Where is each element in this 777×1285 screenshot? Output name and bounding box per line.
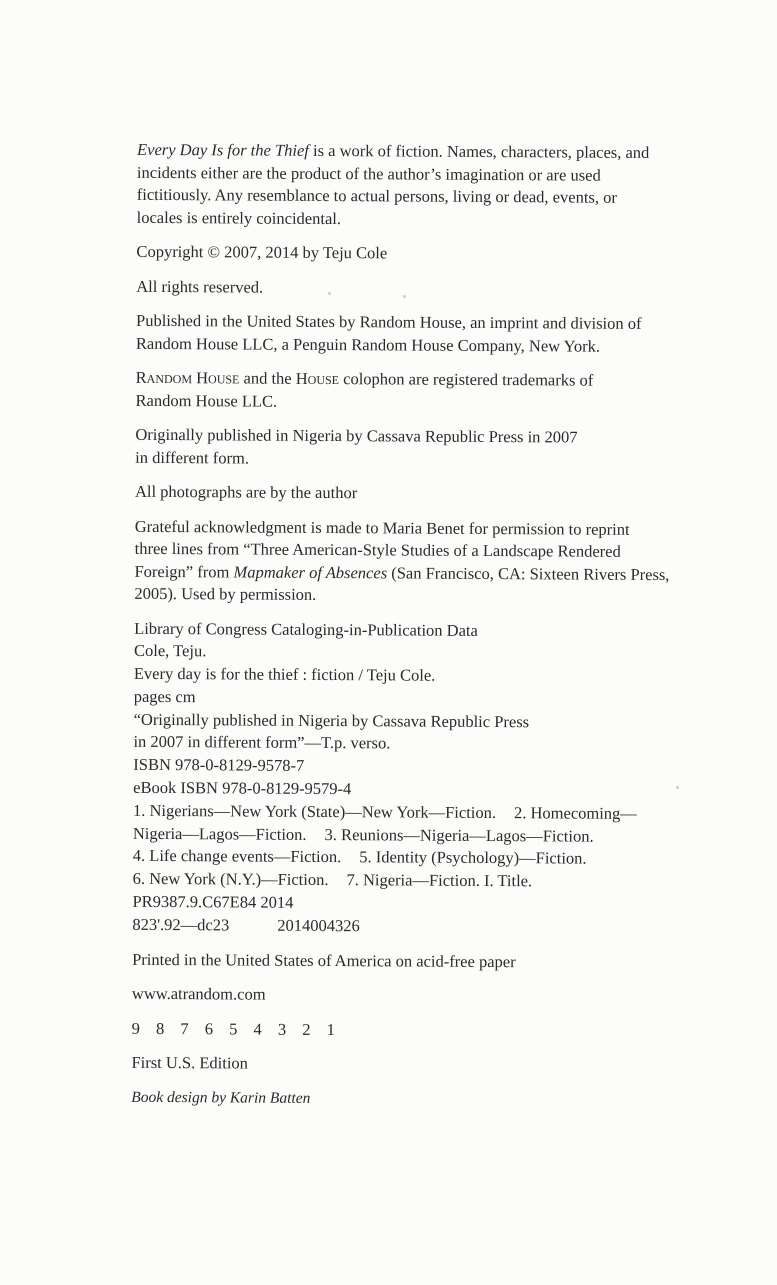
cip-subject-line: Nigeria—Lagos—Fiction. 3. Reunions—Nigeria—Lagos—Fiction. (132, 823, 594, 846)
cip-lc-class: PR9387.9.C67E84 2014 (132, 891, 294, 912)
cip-data-block (132, 617, 733, 940)
paper-speck (328, 292, 331, 295)
cip-author: Cole, Teju. (133, 641, 207, 661)
printed-statement: Printed in the United States of America on acid-free paper (132, 949, 516, 971)
cip-pages: pages cm (133, 686, 196, 707)
cip-note: in 2007 in different form”—T.p. verso. (133, 732, 391, 753)
cip-note: “Originally published in Nigeria by Cassava Republic Press (133, 709, 530, 731)
cip-ebook-isbn: eBook ISBN 978-0-8129-9579-4 (133, 777, 352, 799)
print-line: 9 8 7 6 5 4 3 2 1 (131, 1018, 342, 1039)
acknowledgment: Grateful acknowledgment is made to Maria Benet for permission to reprint three lines from “Three American-Style Studies of a Landscape Rendered Foreign” from Mapmaker of Absences (San Francisco, CA: Sixteen Rivers Press, 2005). Used by permission. (134, 516, 670, 604)
rights-line: All rights reserved. (136, 276, 264, 297)
cip-title: Every day is for the thief : fiction / Teju Cole. (133, 663, 436, 685)
cip-header: Library of Congress Cataloging-in-Publication Data (134, 618, 478, 640)
cip-subject-line: 6. New York (N.Y.)—Fiction. 7. Nigeria—Fiction. I. Title. (132, 869, 533, 891)
book-title: Every Day Is for the Thief (137, 139, 309, 160)
publisher-statement: Published in the United States by Random House, an imprint and division of Random House LLC, a Penguin Random House Company, New York. (135, 310, 642, 356)
trademark-statement: Random House and the House colophon are registered trademarks of Random House LLC. (135, 367, 594, 411)
website: www.atrandom.com (131, 983, 266, 1004)
original-publication: Originally published in Nigeria by Cassava Republic Press in 2007 in different form. (135, 424, 578, 468)
fiction-notice: Every Day Is for the Thief is a work of fiction. Names, characters, places, and incidents either are the product of the author’s imagination or are used fictitiously. Any resemblance to actual persons, living or dead, events, or locales is entirely coincidental. (136, 139, 650, 228)
edition: First U.S. Edition (131, 1052, 249, 1073)
design-credit: Book design by Karin Batten (131, 1088, 311, 1107)
cip-subject-line: 4. Life change events—Fiction. 5. Identity (Psychology)—Fiction. (132, 846, 587, 869)
cip-dewey-line: 823'.92—dc23 2014004326 (132, 914, 360, 936)
paper-speck (403, 295, 406, 298)
cip-subject-line: 1. Nigerians—New York (State)—New York—Fiction. 2. Homecoming— (132, 800, 637, 823)
copyright-line: Copyright © 2007, 2014 by Teju Cole (136, 241, 388, 263)
photographs-credit: All photographs are by the author (134, 481, 358, 503)
paper-speck (676, 786, 679, 789)
cip-isbn: ISBN 978-0-8129-9578-7 (133, 755, 305, 776)
